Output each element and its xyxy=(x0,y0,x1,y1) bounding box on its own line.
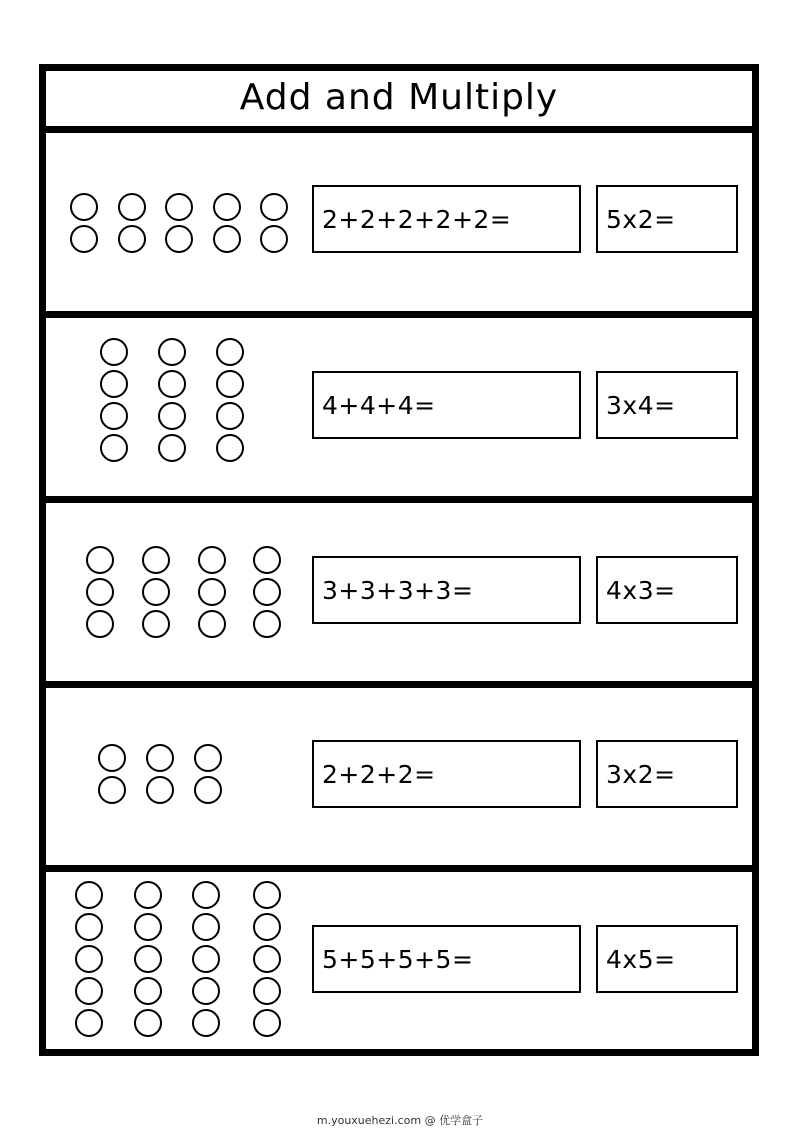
counter-circle-icon xyxy=(142,578,170,606)
worksheet xyxy=(39,64,759,1056)
worksheet-title: Add and Multiply xyxy=(239,76,559,118)
counter-circle-icon xyxy=(158,434,186,462)
addition-expression: 3+3+3+3= xyxy=(322,575,474,605)
counter-circle-icon xyxy=(146,744,174,772)
counter-circle-icon xyxy=(253,945,281,973)
counter-circle-icon xyxy=(118,193,146,221)
addition-box xyxy=(312,925,581,993)
addition-box xyxy=(312,185,581,253)
multiplication-expression: 5x2= xyxy=(606,204,676,234)
footer-credit: m.youxuehezi.com @ 优学盒子 xyxy=(316,1114,484,1127)
counter-circle-icon xyxy=(198,610,226,638)
counter-circle-icon xyxy=(216,402,244,430)
counter-circle-icon xyxy=(253,881,281,909)
counter-circle-icon xyxy=(134,913,162,941)
counter-circle-icon xyxy=(75,1009,103,1037)
multiplication-expression: 3x4= xyxy=(606,390,676,420)
counter-circle-icon xyxy=(253,546,281,574)
problem-row xyxy=(46,133,752,318)
counter-circle-icon xyxy=(192,977,220,1005)
addition-box xyxy=(312,556,581,624)
addition-box xyxy=(312,371,581,439)
counter-circle-icon xyxy=(194,744,222,772)
counter-circle-icon xyxy=(158,338,186,366)
circle-groups xyxy=(46,133,306,311)
counter-circle-icon xyxy=(192,945,220,973)
addition-expression: 2+2+2= xyxy=(322,759,436,789)
counter-circle-icon xyxy=(194,776,222,804)
counter-circle-icon xyxy=(75,881,103,909)
circle-groups xyxy=(46,503,306,681)
counter-circle-icon xyxy=(216,434,244,462)
counter-circle-icon xyxy=(100,402,128,430)
counter-circle-icon xyxy=(260,193,288,221)
multiplication-box xyxy=(596,740,738,808)
counter-circle-icon xyxy=(70,193,98,221)
counter-circle-icon xyxy=(253,913,281,941)
counter-circle-icon xyxy=(253,578,281,606)
circle-groups xyxy=(46,688,306,865)
multiplication-expression: 3x2= xyxy=(606,759,676,789)
title-bar xyxy=(46,71,752,133)
counter-circle-icon xyxy=(86,578,114,606)
counter-circle-icon xyxy=(134,977,162,1005)
counter-circle-icon xyxy=(134,881,162,909)
counter-circle-icon xyxy=(213,225,241,253)
counter-circle-icon xyxy=(98,776,126,804)
counter-circle-icon xyxy=(198,546,226,574)
counter-circle-icon xyxy=(198,578,226,606)
counter-circle-icon xyxy=(192,881,220,909)
circle-groups xyxy=(46,318,306,496)
multiplication-box xyxy=(596,185,738,253)
multiplication-box xyxy=(596,371,738,439)
counter-circle-icon xyxy=(192,913,220,941)
multiplication-expression: 4x3= xyxy=(606,575,676,605)
counter-circle-icon xyxy=(142,610,170,638)
addition-expression: 5+5+5+5= xyxy=(322,944,474,974)
counter-circle-icon xyxy=(192,1009,220,1037)
counter-circle-icon xyxy=(253,610,281,638)
counter-circle-icon xyxy=(158,402,186,430)
multiplication-expression: 4x5= xyxy=(606,944,676,974)
counter-circle-icon xyxy=(165,225,193,253)
addition-expression: 4+4+4= xyxy=(322,390,436,420)
counter-circle-icon xyxy=(86,610,114,638)
counter-circle-icon xyxy=(118,225,146,253)
problem-row xyxy=(46,503,752,688)
problem-row xyxy=(46,872,752,1049)
multiplication-box xyxy=(596,556,738,624)
counter-circle-icon xyxy=(142,546,170,574)
counter-circle-icon xyxy=(146,776,174,804)
counter-circle-icon xyxy=(134,1009,162,1037)
addition-expression: 2+2+2+2+2= xyxy=(322,204,512,234)
counter-circle-icon xyxy=(100,338,128,366)
counter-circle-icon xyxy=(158,370,186,398)
counter-circle-icon xyxy=(260,225,288,253)
counter-circle-icon xyxy=(75,977,103,1005)
counter-circle-icon xyxy=(134,945,162,973)
addition-box xyxy=(312,740,581,808)
problem-row xyxy=(46,318,752,503)
counter-circle-icon xyxy=(100,370,128,398)
counter-circle-icon xyxy=(253,977,281,1005)
counter-circle-icon xyxy=(70,225,98,253)
counter-circle-icon xyxy=(98,744,126,772)
counter-circle-icon xyxy=(165,193,193,221)
counter-circle-icon xyxy=(75,945,103,973)
counter-circle-icon xyxy=(75,913,103,941)
counter-circle-icon xyxy=(216,338,244,366)
multiplication-box xyxy=(596,925,738,993)
circle-groups xyxy=(46,872,306,1049)
counter-circle-icon xyxy=(213,193,241,221)
counter-circle-icon xyxy=(86,546,114,574)
counter-circle-icon xyxy=(216,370,244,398)
counter-circle-icon xyxy=(100,434,128,462)
counter-circle-icon xyxy=(253,1009,281,1037)
problem-row xyxy=(46,688,752,872)
